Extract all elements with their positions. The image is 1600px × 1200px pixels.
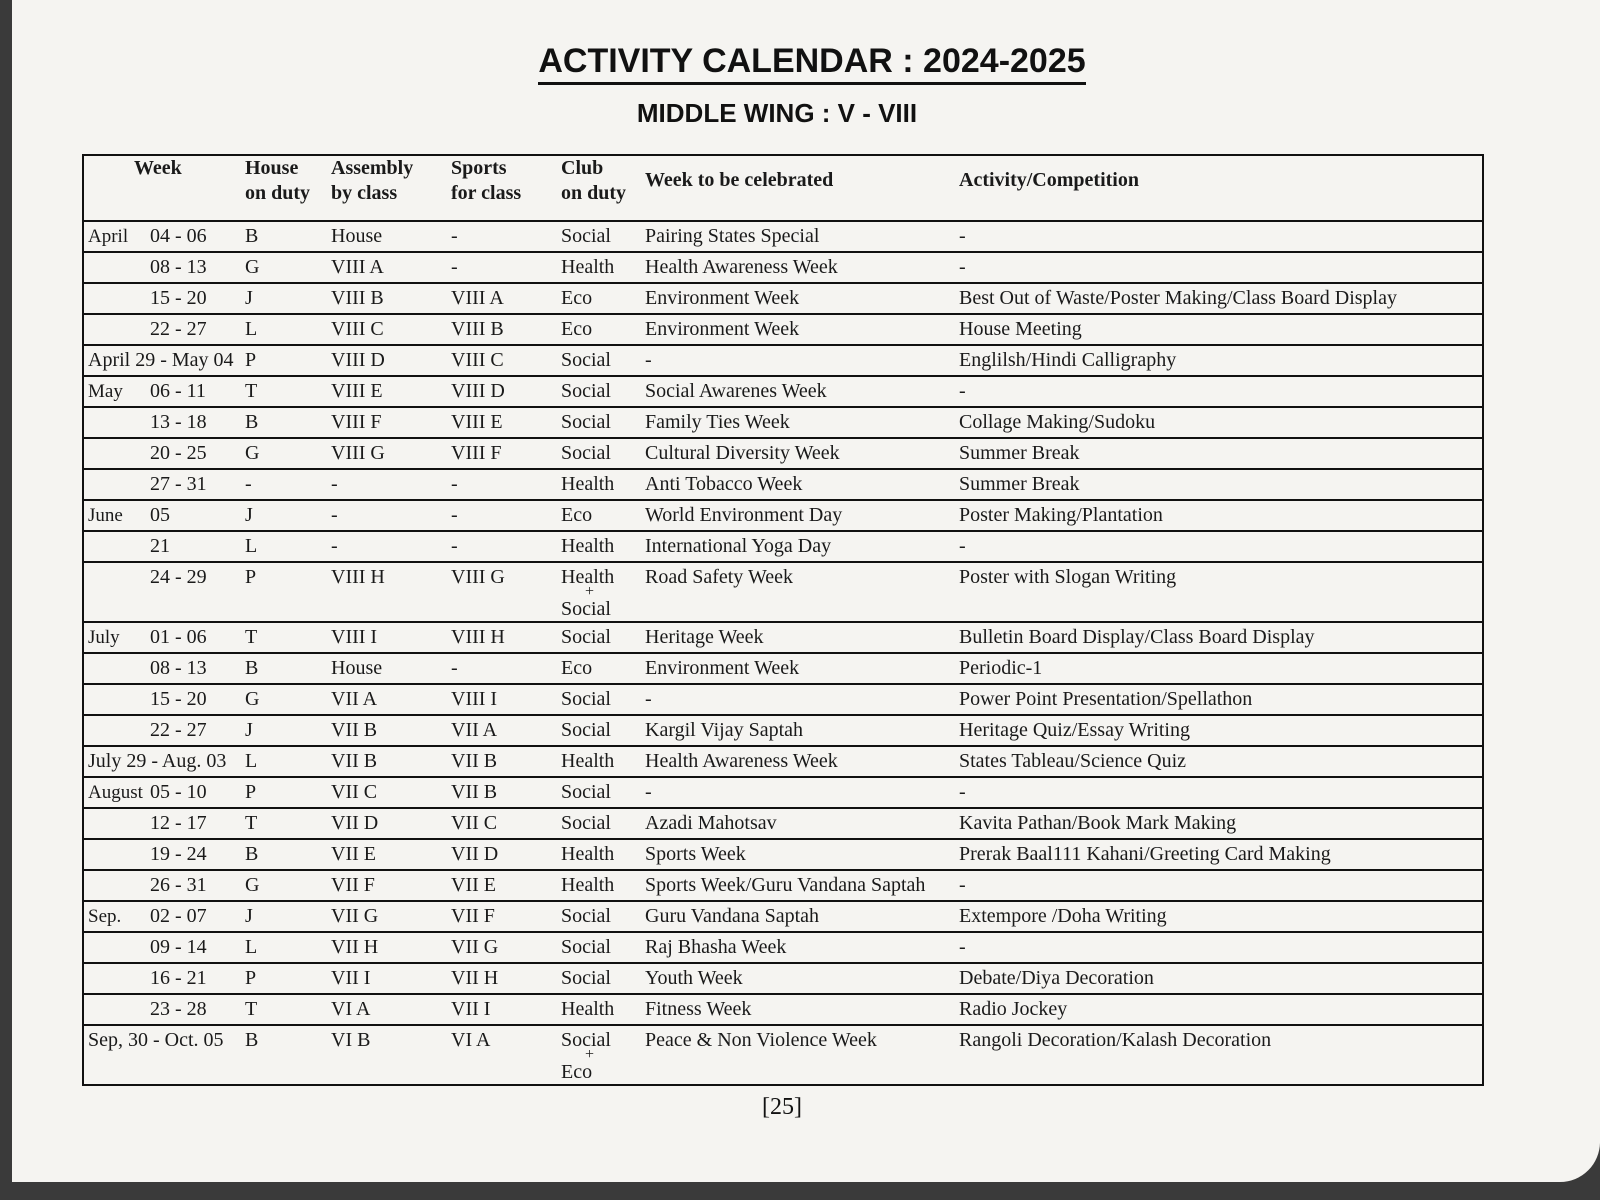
date-range: 09 - 14 [150,936,207,958]
sports-cell: VII A [447,715,557,746]
club-cell [557,562,641,622]
house-cell: B [241,653,327,684]
club-cell: Social [557,777,641,808]
table-row [83,746,1483,777]
table-row [83,531,1483,562]
sports-cell: - [447,653,557,684]
table-row [83,438,1483,469]
table-header-row [83,155,1483,221]
date-range: 12 - 17 [150,812,207,834]
house-cell: G [241,870,327,901]
activity-cell: - [955,221,1483,252]
week-cell [83,345,241,376]
activity-cell: - [955,777,1483,808]
activity-cell: Prerak Baal111 Kahani/Greeting Card Making [955,839,1483,870]
assembly-cell: VII E [327,839,447,870]
assembly-cell: VIII C [327,314,447,345]
sports-cell: - [447,221,557,252]
celebrated-cell: Peace & Non Violence Week [641,1025,955,1085]
club-cell: Eco [557,314,641,345]
club-cell: Health [557,252,641,283]
table-row [83,345,1483,376]
week-cell [83,1025,241,1085]
activity-cell: - [955,252,1483,283]
week-cell [83,839,241,870]
header-assembly: Assembly by class [327,155,447,221]
sports-cell: VIII E [447,407,557,438]
activity-cell: Extempore /Doha Writing [955,901,1483,932]
date-range: July 29 - Aug. 03 [88,750,227,772]
club-cell: Health [557,994,641,1025]
house-cell: P [241,777,327,808]
date-range: 22 - 27 [150,719,207,741]
activity-cell: Best Out of Waste/Poster Making/Class Board Display [955,283,1483,314]
activity-cell: - [955,376,1483,407]
celebrated-cell: Azadi Mahotsav [641,808,955,839]
week-cell [83,932,241,963]
assembly-cell: VII G [327,901,447,932]
sports-cell: - [447,500,557,531]
week-cell [83,653,241,684]
celebrated-cell: Heritage Week [641,622,955,653]
activity-cell: Bulletin Board Display/Class Board Display [955,622,1483,653]
month-label: June [88,505,123,526]
table-row [83,376,1483,407]
date-range: 15 - 20 [150,287,207,309]
assembly-cell: VII C [327,777,447,808]
celebrated-cell: Road Safety Week [641,562,955,622]
week-cell [83,746,241,777]
week-cell [83,283,241,314]
sports-cell: VIII G [447,562,557,622]
house-cell: T [241,376,327,407]
date-range: 08 - 13 [150,256,207,278]
house-cell: T [241,808,327,839]
activity-cell: Rangoli Decoration/Kalash Decoration [955,1025,1483,1085]
week-cell [83,715,241,746]
house-cell: P [241,562,327,622]
club-primary: Social [561,1029,611,1051]
activity-calendar-table [82,154,1484,1086]
house-cell: G [241,684,327,715]
club-cell: Social [557,932,641,963]
activity-cell: Heritage Quiz/Essay Writing [955,715,1483,746]
plus-glyph: + [585,1046,595,1063]
celebrated-cell: Family Ties Week [641,407,955,438]
sports-cell: VIII F [447,438,557,469]
month-label: August [88,782,143,803]
week-cell [83,252,241,283]
house-cell: J [241,715,327,746]
date-range: 02 - 07 [150,905,207,927]
table-row [83,808,1483,839]
page-number: [25] [762,1094,802,1120]
activity-cell: Periodic-1 [955,653,1483,684]
assembly-cell: VIII F [327,407,447,438]
week-cell [83,684,241,715]
date-range: 15 - 20 [150,688,207,710]
club-cell: Social [557,901,641,932]
club-cell: Social [557,345,641,376]
celebrated-cell: Environment Week [641,283,955,314]
house-cell: J [241,500,327,531]
house-cell: J [241,283,327,314]
table-row [83,407,1483,438]
assembly-cell: VII I [327,963,447,994]
date-range: 08 - 13 [150,657,207,679]
sports-cell: VII G [447,932,557,963]
house-cell: L [241,531,327,562]
month-label: April [88,226,129,247]
club-cell: Social [557,963,641,994]
house-cell: T [241,994,327,1025]
week-cell [83,438,241,469]
month-label: May [88,381,123,402]
house-cell: - [241,469,327,500]
club-cell: Social [557,438,641,469]
sports-cell: VII B [447,777,557,808]
header-club: Club on duty [557,155,641,221]
club-primary: Health [561,566,615,588]
month-label: July [88,627,120,648]
club-cell: Health [557,746,641,777]
sports-cell: VI A [447,1025,557,1085]
assembly-cell: VII D [327,808,447,839]
date-range: 27 - 31 [150,473,207,495]
assembly-cell: VII H [327,932,447,963]
celebrated-cell: Cultural Diversity Week [641,438,955,469]
club-cell: Eco [557,283,641,314]
date-range: 05 - 10 [150,781,207,803]
assembly-cell: VI B [327,1025,447,1085]
assembly-cell: VII A [327,684,447,715]
table-row [83,715,1483,746]
club-secondary: Social [561,598,611,620]
table-row [83,994,1483,1025]
club-secondary: Eco [561,1061,593,1083]
celebrated-cell: Environment Week [641,314,955,345]
week-cell [83,622,241,653]
club-cell: Eco [557,653,641,684]
club-cell: Health [557,870,641,901]
celebrated-cell: Raj Bhasha Week [641,932,955,963]
celebrated-cell: Kargil Vijay Saptah [641,715,955,746]
activity-cell: Radio Jockey [955,994,1483,1025]
sports-cell: VIII H [447,622,557,653]
date-range: 23 - 28 [150,998,207,1020]
sports-cell: VII B [447,746,557,777]
week-cell [83,870,241,901]
date-range: 01 - 06 [150,626,207,648]
date-range: 24 - 29 [150,566,207,588]
sports-cell: VII F [447,901,557,932]
assembly-cell: VIII B [327,283,447,314]
house-cell: B [241,839,327,870]
assembly-cell: House [327,653,447,684]
celebrated-cell: Health Awareness Week [641,746,955,777]
house-cell: J [241,901,327,932]
sports-cell: VIII I [447,684,557,715]
table-body [83,221,1483,1085]
week-cell [83,407,241,438]
week-cell [83,500,241,531]
club-cell: Health [557,469,641,500]
table-row [83,653,1483,684]
activity-cell: - [955,932,1483,963]
house-cell: B [241,1025,327,1085]
table-row [83,932,1483,963]
sports-cell: VIII B [447,314,557,345]
week-cell [83,562,241,622]
header-activity: Activity/Competition [955,155,1483,221]
table-row [83,314,1483,345]
assembly-cell: - [327,500,447,531]
sports-cell: VII E [447,870,557,901]
celebrated-cell: World Environment Day [641,500,955,531]
club-cell: Social [557,684,641,715]
week-cell [83,531,241,562]
activity-cell: Power Point Presentation/Spellathon [955,684,1483,715]
celebrated-cell: Environment Week [641,653,955,684]
house-cell: G [241,438,327,469]
date-range: April 29 - May 04 [88,349,234,371]
table-row [83,252,1483,283]
sports-cell: VIII C [447,345,557,376]
date-range: 21 [150,535,170,557]
assembly-cell: House [327,221,447,252]
celebrated-cell: Health Awareness Week [641,252,955,283]
table-row [83,500,1483,531]
header-celebrated: Week to be celebrated [641,155,955,221]
sports-cell: - [447,252,557,283]
date-range: 22 - 27 [150,318,207,340]
assembly-cell: - [327,531,447,562]
celebrated-cell: Anti Tobacco Week [641,469,955,500]
celebrated-cell: - [641,345,955,376]
assembly-cell: VII B [327,715,447,746]
house-cell: P [241,963,327,994]
celebrated-cell: Youth Week [641,963,955,994]
activity-cell: House Meeting [955,314,1483,345]
header-house: House on duty [241,155,327,221]
celebrated-cell: - [641,684,955,715]
sports-cell: VII D [447,839,557,870]
house-cell: L [241,746,327,777]
month-label: Sep. [88,906,122,927]
week-cell [83,314,241,345]
table-row [83,901,1483,932]
celebrated-cell: International Yoga Day [641,531,955,562]
club-cell: Social [557,715,641,746]
assembly-cell: VIII H [327,562,447,622]
activity-cell: Poster Making/Plantation [955,500,1483,531]
activity-cell: Poster with Slogan Writing [955,562,1483,622]
assembly-cell: VI A [327,994,447,1025]
house-cell: T [241,622,327,653]
celebrated-cell: Sports Week [641,839,955,870]
table-row [83,1025,1483,1085]
sports-cell: VII H [447,963,557,994]
table-row [83,622,1483,653]
date-range: 20 - 25 [150,442,207,464]
club-cell: Social [557,221,641,252]
house-cell: B [241,221,327,252]
plus-glyph: + [585,583,595,600]
date-range: 05 [150,504,170,526]
house-cell: B [241,407,327,438]
club-cell [557,1025,641,1085]
club-cell: Social [557,407,641,438]
date-range: 13 - 18 [150,411,207,433]
club-cell: Social [557,376,641,407]
activity-cell: States Tableau/Science Quiz [955,746,1483,777]
header-week: Week [83,155,241,221]
sports-cell: - [447,531,557,562]
celebrated-cell: Sports Week/Guru Vandana Saptah [641,870,955,901]
activity-cell: Debate/Diya Decoration [955,963,1483,994]
activity-cell: Kavita Pathan/Book Mark Making [955,808,1483,839]
celebrated-cell: - [641,777,955,808]
activity-cell: Englilsh/Hindi Calligraphy [955,345,1483,376]
assembly-cell: VIII G [327,438,447,469]
date-range: 26 - 31 [150,874,207,896]
activity-cell: Summer Break [955,438,1483,469]
assembly-cell: VIII D [327,345,447,376]
date-range: Sep, 30 - Oct. 05 [88,1029,224,1051]
assembly-cell: VII F [327,870,447,901]
house-cell: P [241,345,327,376]
date-range: 04 - 06 [150,225,207,247]
sports-cell: VIII D [447,376,557,407]
date-range: 19 - 24 [150,843,207,865]
celebrated-cell: Guru Vandana Saptah [641,901,955,932]
table-row [83,469,1483,500]
celebrated-cell: Fitness Week [641,994,955,1025]
header-sports: Sports for class [447,155,557,221]
week-cell [83,376,241,407]
table-row [83,283,1483,314]
page-title: ACTIVITY CALENDAR : 2024-2025 [12,42,1600,81]
assembly-cell: VIII E [327,376,447,407]
table-row [83,963,1483,994]
table-row [83,839,1483,870]
week-cell [83,469,241,500]
assembly-cell: VIII A [327,252,447,283]
house-cell: L [241,932,327,963]
sports-cell: - [447,469,557,500]
week-cell [83,963,241,994]
house-cell: G [241,252,327,283]
date-range: 06 - 11 [150,380,206,402]
week-cell [83,901,241,932]
activity-cell: Summer Break [955,469,1483,500]
club-cell: Eco [557,500,641,531]
assembly-cell: VII B [327,746,447,777]
activity-cell: - [955,870,1483,901]
week-cell [83,808,241,839]
club-cell: Health [557,531,641,562]
house-cell: L [241,314,327,345]
week-cell [83,777,241,808]
activity-cell: - [955,531,1483,562]
club-cell: Social [557,622,641,653]
table-row [83,777,1483,808]
document-page [12,0,1600,1182]
week-cell [83,994,241,1025]
table-row [83,870,1483,901]
club-cell: Social [557,808,641,839]
date-range: 16 - 21 [150,967,207,989]
club-cell: Health [557,839,641,870]
sports-cell: VII C [447,808,557,839]
table-row [83,684,1483,715]
week-cell [83,221,241,252]
page-subtitle: MIDDLE WING : V - VIII [636,98,918,128]
celebrated-cell: Social Awarenes Week [641,376,955,407]
table-row [83,221,1483,252]
activity-cell: Collage Making/Sudoku [955,407,1483,438]
sports-cell: VII I [447,994,557,1025]
table-row [83,562,1483,622]
assembly-cell: - [327,469,447,500]
celebrated-cell: Pairing States Special [641,221,955,252]
sports-cell: VIII A [447,283,557,314]
assembly-cell: VIII I [327,622,447,653]
